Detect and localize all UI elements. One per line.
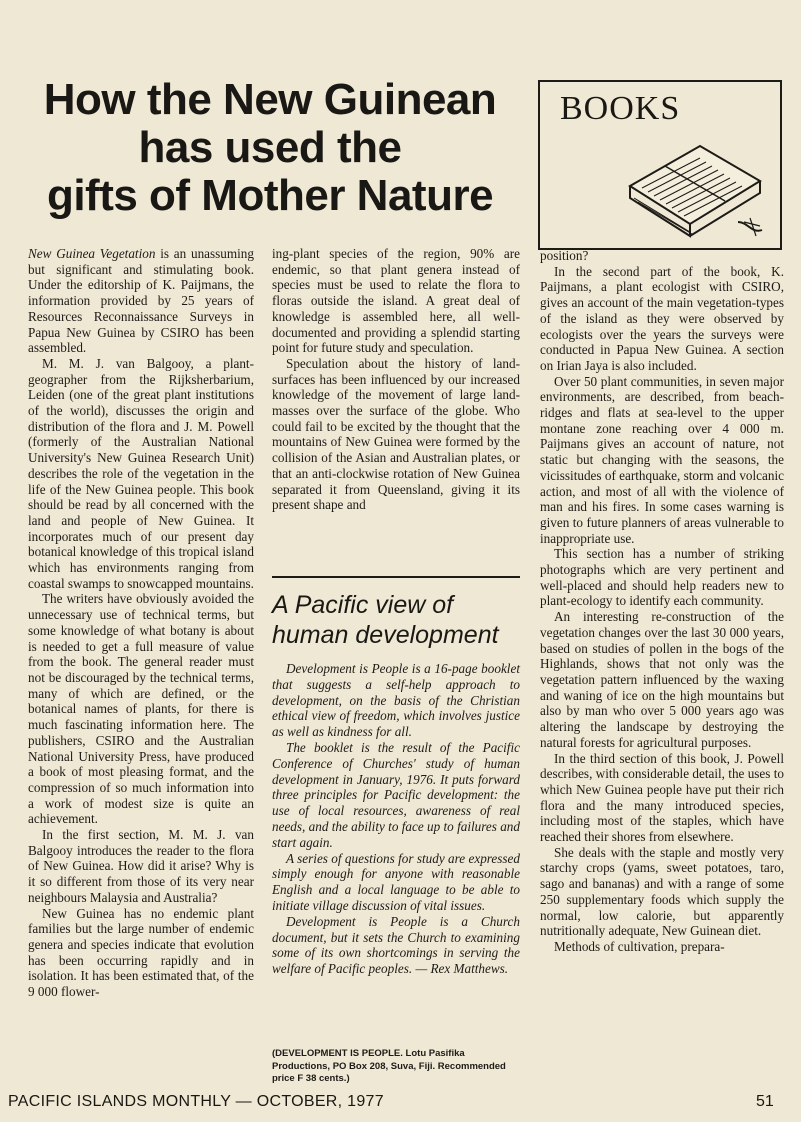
col3-paragraph-2: Over 50 plant communities, in seven major environments, are described, from beach-ridges and flats at sea-level to the upper montane zone reaching over 4 000 m. Paijmans gives an account of nature, not static but changing with the seasons, the vicissitudes of earthquake, storm and volcanic action, and most of all with the violence of man and his fires. In some cases warning is given to future planners of areas vulnerable to inappropriate use.	[540, 373, 784, 546]
page-number: 51	[756, 1093, 774, 1110]
footer-publication: PACIFIC ISLANDS MONTHLY — OCTOBER, 1977	[8, 1093, 384, 1110]
article-headline	[10, 76, 530, 220]
sub-article-title: A Pacific view of human development	[272, 591, 499, 649]
col1-paragraph-5: New Guinea has no endemic plant families but the large number of endemic genera and species indicate that evolution has been occurring rapidly and in isolation. It has been estimated that, of the 9 000 flower-	[28, 905, 254, 1000]
headline-line-1: How the New Guinean	[43, 75, 497, 124]
books-section-title: BOOKS	[560, 90, 681, 127]
col3-paragraph-1: In the second part of the book, K. Paijmans, a plant ecologist with CSIRO, gives an account of the main vegetation-types of the island as they were observed by ecologists over the years the surveys were conducted in Papua New Guinea. A section on Irian Jaya is also included.	[540, 263, 784, 373]
sub-article-paragraph-4: Development is People is a Church document, but it sets the Church to examining some of its own shortcomings in serving the welfare of Pacific peoples. — Rex Matthews.	[272, 913, 520, 977]
headline-line-3: gifts of Mother Nature	[46, 171, 494, 220]
column-2	[272, 246, 520, 513]
col1-paragraph-2: M. M. J. van Balgooy, a plant-geographer from the Rijksherbarium, Leiden (one of the great plant institutions of the world), discusses the origin and distribution of the flora and J. M. Powell (formerly of the Australian National University's New Guinea Research Unit) describes the role of the vegetation in the life of the New Guinea people. This book should be read by all concerned with the land and people of New Guinea. It incorporates much of our present day botanical knowledge of this tropical island which has environments ranging from coastal swamps to snowcapped mountains.	[28, 355, 254, 591]
sub-article-paragraph-3: A series of questions for study are expressed simply enough for anyone with reasonable English and a local language to be able to initiate village discussion of vital issues.	[272, 850, 520, 913]
col3-paragraph-4: An interesting re-construction of the vegetation changes over the last 30 000 years, based on studies of pollen in the bogs of the Highlands, shows that not only was the vegetation pattern influenced by the waxing and waning of ice on the high mountains but also by man who over 5 000 years ago was altering the landscape by destroying the natural forests for agricultural purposes.	[540, 609, 784, 750]
col2-paragraph-1: ing-plant species of the region, 90% are endemic, so that plant genera instead of species must be used to relate the flora to floras outside the island. A great deal of knowledge is assembled here, all well-documented and providing a splendid starting point for future study and speculation.	[272, 246, 520, 356]
book-title: New Guinea Vegetation	[28, 246, 156, 261]
col1-paragraph-4: In the first section, M. M. J. van Balgooy introduces the reader to the flora of New Guinea. How did it arise? Why is it so different from those of its very near neighbours Malaysia and Australia?	[28, 827, 254, 905]
books-section-box	[538, 80, 782, 250]
col3-paragraph-5: In the third section of this book, J. Powell describes, with considerable detail, the uses to which New Guinea people have put their rich flora and the many introduced species, including most of the staples, which have reached their shores from elsewhere.	[540, 750, 784, 845]
section-divider	[272, 576, 520, 578]
headline-line-2: has used the	[138, 123, 402, 172]
sub-article-paragraph-1: Development is People is a 16-page booklet that suggests a self-help approach to development, on the basis of the Christian ethical view of freedom, which involves justice as well as kindness for all.	[272, 661, 520, 740]
col1-paragraph-3: The writers have obviously avoided the unnecessary use of technical terms, but some knowledge of what botany is about is needed to get a full measure of value from the book. The general reader must not be discouraged by the technical terms, many of which are defined, or the botanical names of plants, for there is much fascinating information here. The publishers, CSIRO and the Australian National University Press, have produced a book of most pleasing format, and the compression of so much information into a work of modest size is quite an achievement.	[28, 591, 254, 827]
col2-paragraph-2: Speculation about the history of land-surfaces has been influenced by our increased knowledge of the movement of large land-masses over the surface of the globe. Who could fail to be excited by the thought that the mountains of New Guinea were formed by the collision of the Asian and Australian plates, or that an anti-clockwise rotation of New Guinea separated it from Queensland, giving it its present shape and	[272, 355, 520, 513]
sub-article-paragraph-2: The booklet is the result of the Pacific Conference of Churches' study of human development in January, 1976. It puts forward three principles for Pacific development: the use of local resources, awareness of real needs, and the ability to face up to failures and start again.	[272, 739, 520, 850]
col3-paragraph-0: position?	[540, 248, 589, 263]
sub-article-body	[272, 661, 520, 977]
sub-article-credit: (DEVELOPMENT IS PEOPLE. Lotu Pasifika Productions, PO Box 208, Suva, Fiji. Recommended price F 38 cents.)	[272, 1048, 506, 1084]
open-book-icon	[620, 126, 770, 246]
col3-paragraph-7: Methods of cultivation, prepara-	[554, 938, 725, 954]
col3-paragraph-3: This section has a number of striking photographs which are very pertinent and well-placed and should help readers new to plant-ecology to identify each community.	[540, 546, 784, 609]
column-3	[540, 248, 784, 955]
column-1	[28, 246, 254, 1000]
col1-paragraph-1: New Guinea Vegetation is an unassuming but significant and stimulating book. Under the editorship of K. Paijmans, the information provided by 25 years of Resources Reconnaissance Surveys in Papua New Guinea by CSIRO has been assembled.	[28, 246, 254, 356]
col3-paragraph-6: She deals with the staple and mostly very starchy crops (yams, sweet potatoes, taro, sago and bananas) and with a range of some 250 supplementary foods which supply the normal, low calorie, but apparently nutritionally adequate, New Guinean diet.	[540, 844, 784, 939]
